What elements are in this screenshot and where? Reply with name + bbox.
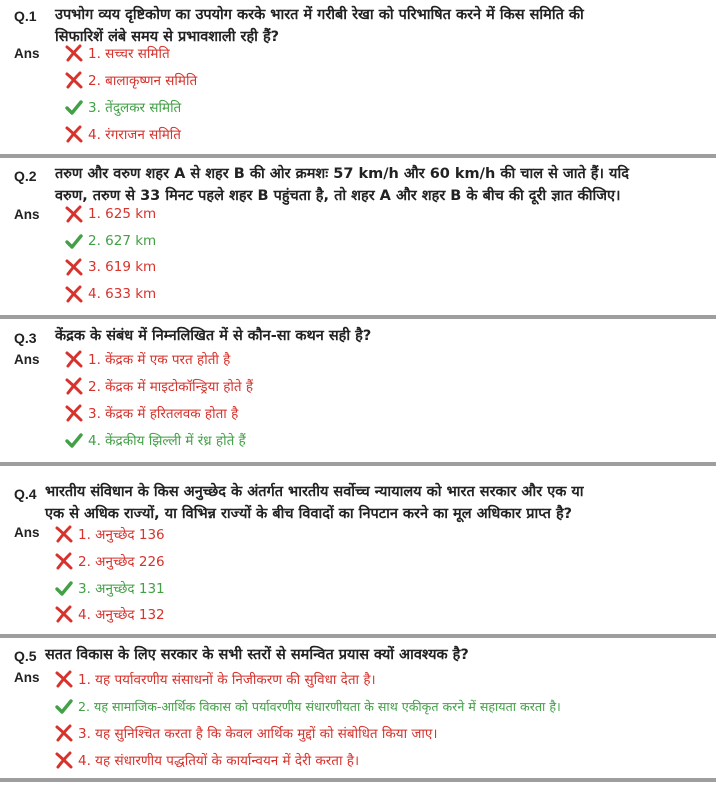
divider (0, 462, 716, 466)
option-label: 3. केंद्रक में हरितलवक होता है (88, 406, 239, 422)
ans-label: Ans (14, 525, 40, 540)
option[interactable] (64, 402, 238, 424)
ans-label: Ans (14, 46, 40, 61)
question-line: उपभोग व्यय दृष्टिकोण का उपयोग करके भारत में गरीबी रेखा को परिभाषित करने में किस समिति की (55, 7, 584, 23)
option-label: 1. सच्चर समिति (88, 46, 170, 62)
option[interactable] (64, 123, 181, 145)
question-text (55, 325, 371, 347)
option[interactable] (64, 69, 197, 91)
option[interactable] (54, 523, 165, 545)
cross-icon (54, 605, 74, 623)
option-label: 4. केंद्रकीय झिल्ली में रंध्र होते हैं (88, 433, 246, 449)
question-line: सतत विकास के लिए सरकार के सभी स्तरों से समन्वित प्रयास क्यों आवश्यक है? (45, 647, 469, 663)
cross-icon (64, 258, 84, 276)
check-icon (54, 579, 74, 597)
check-icon (64, 431, 84, 449)
cross-icon (64, 125, 84, 143)
option[interactable] (54, 668, 376, 690)
option-label: 4. 633 km (88, 286, 157, 302)
cross-icon (54, 525, 74, 543)
question-text (45, 644, 469, 666)
cross-icon (54, 670, 74, 688)
option-label: 2. बालाकृष्णन समिति (88, 73, 198, 89)
option[interactable] (54, 722, 438, 744)
question-line: तरुण और वरुण शहर A से शहर B की ओर क्रमशः 57 km/h और 60 km/h की चाल से जाते हैं। यदि (55, 166, 629, 182)
option-label: 2. केंद्रक में माइटोकॉन्ड्रिया होते हैं (88, 379, 254, 395)
option[interactable] (54, 550, 165, 572)
option[interactable] (64, 96, 181, 118)
option[interactable] (64, 230, 156, 252)
option-label: 2. 627 km (88, 233, 157, 249)
cross-icon (54, 724, 74, 742)
question-line: भारतीय संविधान के किस अनुच्छेद के अंतर्गत भारतीय सर्वोच्च न्यायालय को भारत सरकार और एक या (45, 484, 584, 500)
option[interactable] (64, 348, 230, 370)
cross-icon (64, 404, 84, 422)
ans-label: Ans (14, 352, 40, 367)
question-number: Q.4 (14, 486, 37, 502)
cross-icon (64, 71, 84, 89)
divider (0, 778, 716, 782)
question-text (45, 481, 584, 525)
ans-label: Ans (14, 670, 40, 685)
option[interactable] (64, 375, 253, 397)
cross-icon (64, 350, 84, 368)
option-label: 3. अनुच्छेद 131 (78, 581, 165, 597)
option-label: 4. रंगराजन समिति (88, 127, 181, 143)
check-icon (54, 697, 74, 715)
option[interactable] (64, 42, 170, 64)
cross-icon (64, 44, 84, 62)
option[interactable] (64, 429, 246, 451)
option-label: 3. तेंदुलकर समिति (88, 100, 182, 116)
option-label: 2. यह सामाजिक-आर्थिक विकास को पर्यावरणीय संधारणीयता के साथ एकीकृत करने में सहायता करता है। (78, 698, 561, 714)
option-label: 1. अनुच्छेद 136 (78, 527, 165, 543)
cross-icon (64, 377, 84, 395)
divider (0, 634, 716, 638)
check-icon (64, 98, 84, 116)
question-number: Q.1 (14, 8, 37, 24)
question-line: सिफारिशें लंबे समय से प्रभावशाली रही हैं? (55, 29, 280, 45)
option[interactable] (54, 603, 165, 625)
option-label: 1. केंद्रक में एक परत होती है (88, 352, 231, 368)
question-number: Q.3 (14, 330, 37, 346)
option[interactable] (54, 749, 359, 771)
option[interactable] (64, 283, 156, 305)
option[interactable] (64, 203, 156, 225)
cross-icon (54, 552, 74, 570)
option[interactable] (64, 256, 156, 278)
option-label: 2. अनुच्छेद 226 (78, 554, 165, 570)
question-text (55, 163, 629, 207)
option-label: 3. 619 km (88, 259, 157, 275)
question-line: वरुण, तरुण से 33 मिनट पहले शहर B पहुंचता है, तो शहर A और शहर B के बीच की दूरी ज्ञात कीजिए। (55, 188, 621, 204)
divider (0, 154, 716, 158)
question-number: Q.5 (14, 648, 37, 664)
cross-icon (64, 205, 84, 223)
question-number: Q.2 (14, 168, 37, 184)
cross-icon (54, 751, 74, 769)
check-icon (64, 232, 84, 250)
cross-icon (64, 285, 84, 303)
question-line: केंद्रक के संबंध में निम्नलिखित में से कौन-सा कथन सही है? (55, 328, 372, 344)
option-label: 4. अनुच्छेद 132 (78, 607, 165, 623)
option-label: 1. 625 km (88, 206, 157, 222)
ans-label: Ans (14, 207, 40, 222)
option[interactable] (54, 577, 165, 599)
option-label: 3. यह सुनिश्चित करता है कि केवल आर्थिक मुद्दों को संबोधित किया जाए। (78, 726, 438, 742)
option-label: 4. यह संधारणीय पद्धतियों के कार्यान्वयन में देरी करता है। (78, 753, 360, 769)
option-label: 1. यह पर्यावरणीय संसाधनों के निजीकरण की सुविधा देता है। (78, 672, 376, 688)
option[interactable] (54, 695, 561, 717)
question-line: एक से अधिक राज्यों, या विभिन्न राज्यों के बीच विवादों का निपटान करने का मूल अधिकार प्राप्त है? (45, 506, 573, 522)
divider (0, 315, 716, 319)
